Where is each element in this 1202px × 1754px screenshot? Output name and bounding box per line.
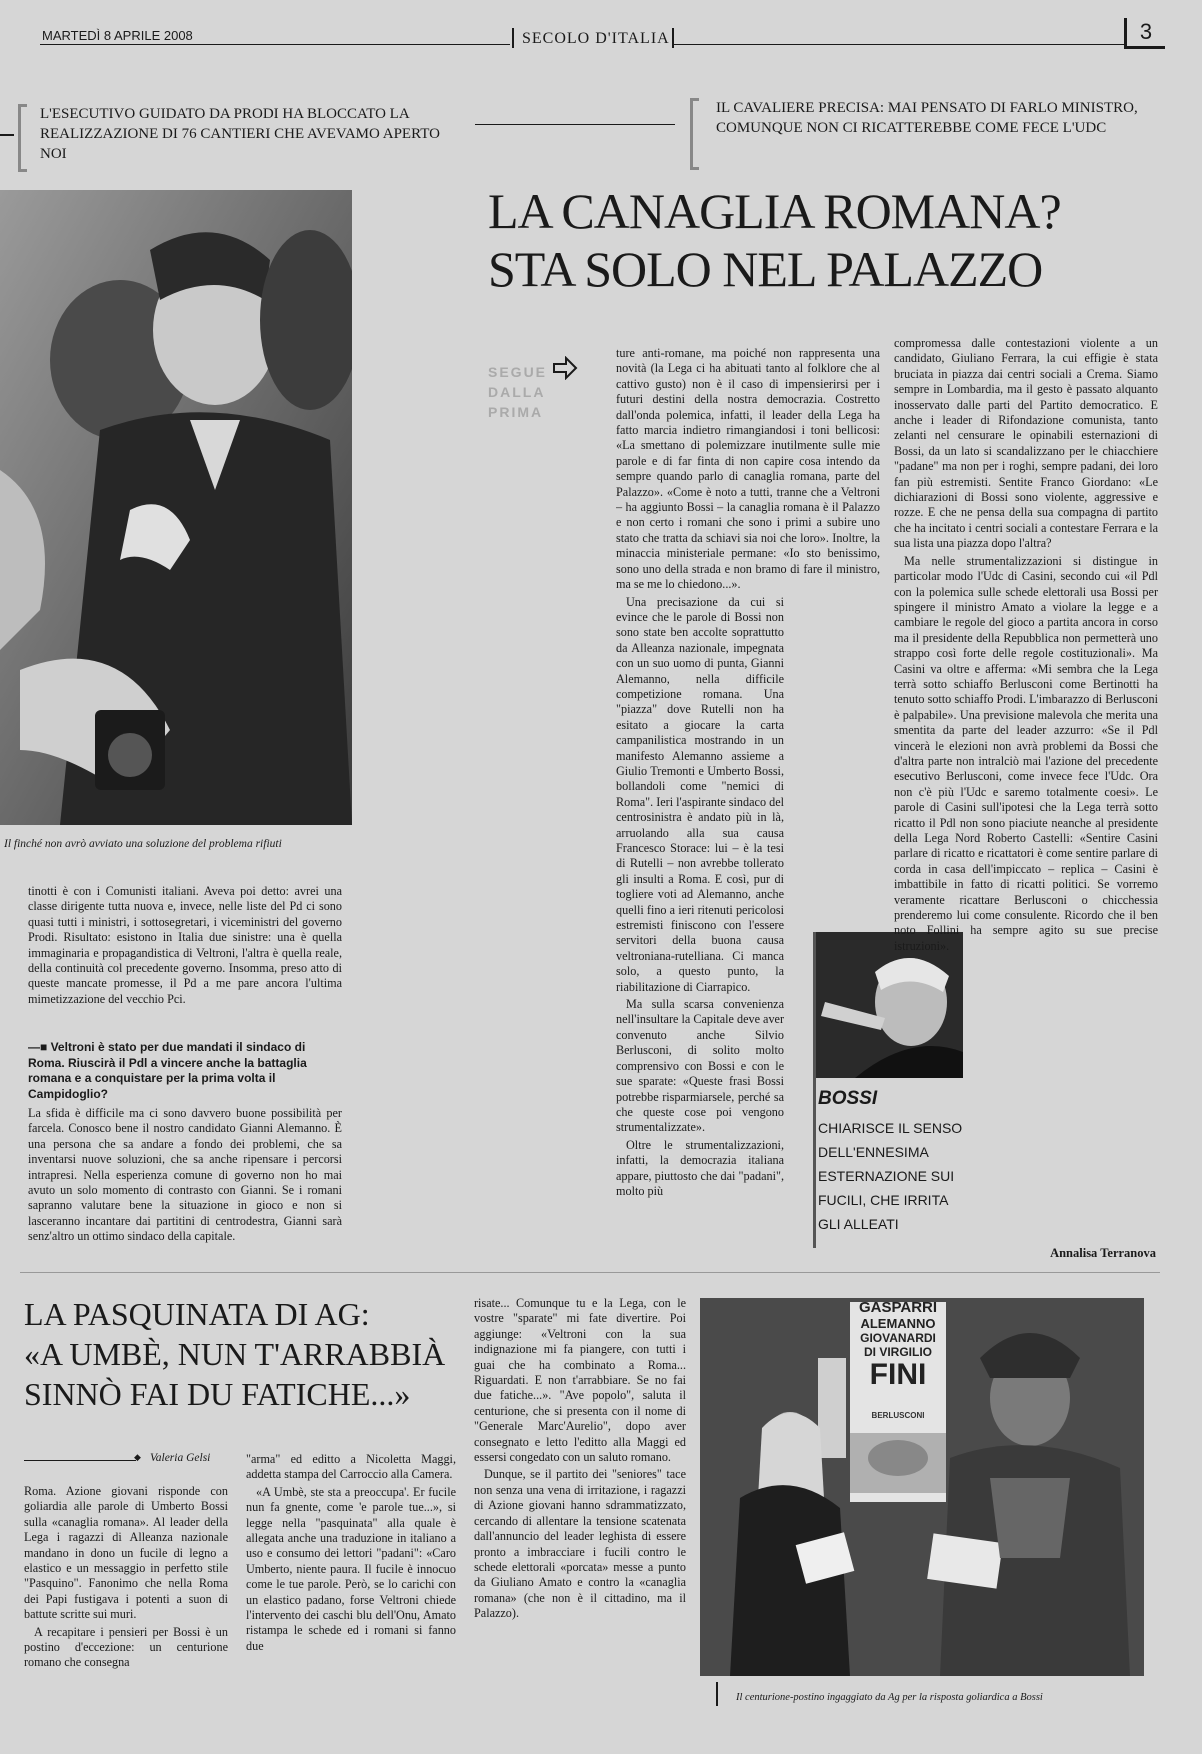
quote-tick-left [0, 134, 14, 136]
quote-bracket-right [690, 98, 699, 170]
second-headline-line1: LA PASQUINATA DI AG: [24, 1296, 370, 1332]
second-col-a-paragraph-2: A recapitare i pensieri per Bossi è un postino d'eccezione: un centurione romano che consegna [24, 1624, 228, 1670]
page-number: 3 [1124, 18, 1165, 49]
poster-name-1: GASPARRI [858, 1299, 938, 1316]
masthead: SECOLO D'ITALIA [522, 30, 670, 47]
second-headline-line3: SINNÒ FAI DU FATICHE...» [24, 1376, 411, 1412]
main-column-3 [894, 336, 1158, 1241]
poster-name-5: FINI [869, 1358, 927, 1391]
bossi-box-name: BOSSI [818, 1088, 878, 1109]
quote-bracket-left [18, 104, 27, 172]
second-headline-line2: «A UMBÈ, NUN T'ARRABBIÀ [24, 1336, 446, 1372]
second-col-b-paragraph-2: «A Umbè, ste sta a preoccupa'. Er fucile nun fa gnente, come 'e parole tue...», si legge nella "pasquinata" alla quale è allegata anche una traduzione in italiano a uso e consumo dei lettori "padani": «Caro Umberto, niente paura. Il fucile è innocuo come le tue parole. Però, se lo carichi con un elastico padano, forse Veltroni chiede l'intervento dei caschi blu dell'Onu, Amato ristampa le schede ed i romani si fanno due [246, 1484, 456, 1653]
poster-name-4: DI VIRGILIO [863, 1345, 932, 1359]
centurion-caption-rule [716, 1682, 718, 1706]
col3-paragraph-2: Ma nelle strumentalizzazioni si distingue in particolar modo l'Udc di Casini, secondo cui «il Pdl con la polemica sulle schede elettorali usa Bossi per spingere il ministro Amato a violare la legge e a cambiare le regole del gioco a partita ancora in corso ma il presidente della Repubblica non permetterà uno strappo così forte delle regole costituzionali». Ma Casini va oltre e afferma: «Mi sembra che la Lega terrà sotto schiaffo Berlusconi come Bertinotti ha tenuto sotto schiaffo Prodi. L'imbarazzo di Berlusconi è palpabile». Una previsione malevola che merita una smentita da parte del leader azzurro: «Se il Pdl vincerà le elezioni non avrà problemi da Bossi che d'altra parte non intralciò mai l'azione del precedente esecutivo Berlusconi, come invece fece l'Udc. Ora non c'è più l'Udc e saremo totalmente coesi». Le parole di Casini sull'ipotesi che la Lega terrà sotto ricatto il Pdl non sono piaciute neanche al presidente della Lega Nord Roberto Castelli: «Sentire Casini parlare di ricatto e ricattatori è come sentire parlare di corda in casa dell'impiccato – replica – Casini è imbattibile in fatto di ricatti politici. Se vorremo veramente ricattare Berlusconi o chicchessia prenderemo lui come consulente. Ricordo che il ben noto Follini ha sempre agito su sue precise istruzioni». [894, 553, 1158, 953]
segue-label: SEGUE DALLA PRIMA [488, 364, 548, 420]
masthead-divider-left [512, 28, 514, 48]
interview-question [28, 1040, 342, 1102]
col2-paragraph-2: Una precisazione da cui si evince che le parole di Bossi non sono state ben accolte soprattutto da Alleanza nazionale, impegnata con un suo uomo di punta, Gianni Alemanno, nella difficile competizione romana. Una "piazza" dove Rutelli non ha esitato a giocare la carta campanilistica mostrando in un manifesto Alemanno assieme a Giulio Tremonti e Umberto Bossi, bollandoli come "nemici di Roma". Ieri l'aspirante sindaco del centrosinistra è andato più in là, arruolando alla sua causa Francesco Storace: lui – è la tesi di Rutelli – non avrebbe tollerato gli insulti a Roma. E così, pur di togliere voti ad Alemanno, anche quelli fino a ieri ritenuti pericolosi estremisti finiscono con l'essere servitori della buona causa veltroniana-rutelliana. Ci manca solo, a questo punto, la riabilitazione di Ciarrapico. [616, 594, 784, 994]
col2-paragraph-4: Oltre le strumentalizzazioni, infatti, la democrazia italiana appare, piuttosto che dai "padani", molto più [616, 1137, 784, 1198]
main-headline-line1: LA CANAGLIA ROMANA? [488, 183, 1061, 239]
col3-paragraph-1: compromessa dalle contestazioni violente a un candidato, Giuliano Ferrara, la cui effigie è stata bruciata in piazza dai centri sociali a Crema. Siamo sempre in Lombardia, ma il gesto è passato alquanto inosservato dalle parti del Partito democratico. E anche i leader di Rifondazione comunista, tanto zelanti nel censurare le opinabili esternazioni di Bossi, da un lato si scandalizzano per le chiacchiere "padane" ma non per i roghi, sempre padani, dei loro fan più estremisti. Sentite Franco Giordano: «Le dichiarazioni di Bossi sono violente, aggressive e rozze. E che ne pensa della sua compagna di partito che ha incitato i centri sociali a contestare Ferrara e la sua lista una piazza dopo l'altra? [894, 336, 1158, 551]
second-col-c [474, 1296, 686, 1710]
arrow-right-icon [552, 356, 578, 380]
interview-answer [28, 1106, 342, 1247]
col2-paragraph-1: ture anti-romane, ma poiché non rappresenta una novità (la Lega ci ha abituati tanto al folklore che al cattivo gusto) non è il caso di impensierirsi per i futuri destini della nostra democrazia. Costretto dall'onda polemica, infatti, il leader della Lega ha fatto marcia indietro rimangiandosi i toni bellicosi: «La smettano di polemizzare inutilmente sulle mie parole e di far finta di non capire cosa intendo da sempre quando parlo di canaglia romana, parte del Palazzo». «Come è noto a tutti, tranne che a Veltroni – ha aggiunto Bossi – la canaglia romana è il Palazzo e non certo i romani che sono i primi a subire uno stato che tratta da schiavi sia noi che loro». Inoltre, la minaccia ministeriale permane: «Io sto benissimo, sono uno della strada e non bramo di fare il ministro, ma se me lo chiedono...». [616, 346, 880, 592]
second-col-b [246, 1452, 456, 1710]
bossi-box-text: CHIARISCE IL SENSO DELL'ENNESIMA ESTERNAZIONE SUI FUCILI, CHE IRRITA GLI ALLEATI [818, 1120, 963, 1232]
quote-right: IL CAVALIERE PRECISA: MAI PENSATO DI FARLO MINISTRO, COMUNQUE NON CI RICATTEREBBE COME FECE L'UDC [716, 100, 1138, 136]
interview-answer-text: La sfida è difficile ma ci sono davvero buone possibilità per farcela. Conosco bene il nostro candidato Gianni Alemanno. È una persona che sa andare a fondo dei problemi, che sa inventarsi nuove soluzioni, che sa anche ripensare i percorsi intrapresi. Nella esperienza comune di governo non ho mai avuto un solo momento di contrasto con Gianni. Se i romani sapranno valutare bene la situazione in gioco e non si lasceranno incantare dai partitini di centrodestra, Gianni sarà senz'altro un ottimo sindaco della capitale. [28, 1106, 342, 1244]
berlusconi-photo-image [0, 190, 352, 825]
centurion-photo-caption: Il centurione-postino ingaggiato da Ag per la risposta goliardica a Bossi [736, 1692, 1043, 1703]
interview-question-text: Veltroni è stato per due mandati il sindaco di Roma. Riuscirà il Pdl a vincere anche la battaglia romana e a conquistare per la prima volta il Campidoglio? [28, 1040, 307, 1101]
section-divider [20, 1272, 1160, 1273]
quote-left: L'ESECUTIVO GUIDATO DA PRODI HA BLOCCATO LA REALIZZAZIONE DI 76 CANTIERI CHE AVEVAMO APERTO NOI [40, 106, 440, 162]
poster-name-2: ALEMANNO [860, 1316, 936, 1331]
main-left-column [28, 884, 342, 1009]
poster-name-3: GIOVANARDI [860, 1331, 936, 1345]
byline-rule [24, 1460, 136, 1461]
question-marker-icon: —■ [28, 1040, 51, 1054]
second-author: Valeria Gelsi [150, 1452, 211, 1464]
header-rule-right [674, 44, 1124, 45]
berlusconi-photo-caption: Il finché non avrò avviato una soluzione del problema rifiuti [4, 838, 282, 850]
second-col-b-paragraph-1: "arma" ed editto a Nicoletta Maggi, addetta stampa del Carroccio alla Camera. [246, 1452, 456, 1482]
poster-logo: BERLUSCONI [871, 1411, 925, 1420]
main-headline-line2: STA SOLO NEL PALAZZO [488, 241, 1043, 297]
bossi-box-rule [813, 932, 816, 1248]
main-left-paragraph: tinotti è con i Comunisti italiani. Aveva poi detto: avrei una classe dirigente tutta nuova e, invece, nelle liste del Pd ci sono quasi tutti i ministri, i sottosegretari, i viceministri del governo Prodi. Risultato: esistono in Italia due sinistre: una è quella immaginaria e propagandistica di Veltroni, l'altra è quella reale, della continuità col precedente governo. Insomma, preso atto di queste mancate promesse, il Pd a me pare ancora l'ultima mimetizzazione del vecchio Pci. [28, 884, 342, 1006]
main-author: Annalisa Terranova [1050, 1246, 1156, 1260]
second-col-c-paragraph-2: Dunque, se il partito dei "seniores" tace non senza una vena di irritazione, i ragazzi di Azione giovani hanno sdrammatizzato, cercando di allentare la tensione scatenata dall'annuncio del leader leghista di essere pronto a imbracciare i fucili contro le schede elettorali «porcata» messe a punto da Giuliano Amato e contro la «canaglia romana» (che non è il cittadino, ma il Palazzo). [474, 1467, 686, 1621]
second-col-a [24, 1484, 228, 1710]
byline-diamond-icon: ◆ [134, 1453, 141, 1463]
campaign-poster [848, 1300, 948, 1421]
second-col-a-paragraph-1: Roma. Azione giovani risponde con goliardia alle parole di Umberto Bossi sulla «canaglia romana». Al leader della Lega i ragazzi di Alleanza nazionale mandano in dono un fucile di legno a elastico e un messaggio in perfetto stile "Pasquino". Fanonimo che nella Roma dei Papi fustigava i potenti a suon di battute scritte sui muri. [24, 1484, 228, 1622]
second-col-c-paragraph-1: risate... Comunque tu e la Lega, con le vostre "sparate" mi fate divertire. Poi aggiunge: «Veltroni con la sua indignazione mi fa piangere, con tutti i guai che ha combinato a Roma... Riguardati. E non t'arrabbiare. Se no fai due fatiche...». "Ave popolo", saluta il centurione, che si presenta con il nome di "Generale Marc'Aurelio", dopo aver consegnato e letto l'editto alla Maggi ed essersi congedato con un saluto romano. [474, 1296, 686, 1465]
masthead-divider-right [672, 28, 674, 48]
col2-paragraph-3: Ma sulla scarsa convenienza nell'insultare la Capitale deve aver convenuto anche Silvio Berlusconi, di solito molto comprensivo con Bossi e con le sue sparate: «Queste frasi Bossi potrebbe risparmiarsele, perché sa che queste cose poi vengono strumentalizzate». [616, 997, 785, 1135]
header-rule-left [40, 44, 510, 45]
issue-date: MARTEDÌ 8 APRILE 2008 [42, 28, 193, 43]
berlusconi-photo [0, 190, 352, 825]
quote-rule [475, 124, 675, 125]
